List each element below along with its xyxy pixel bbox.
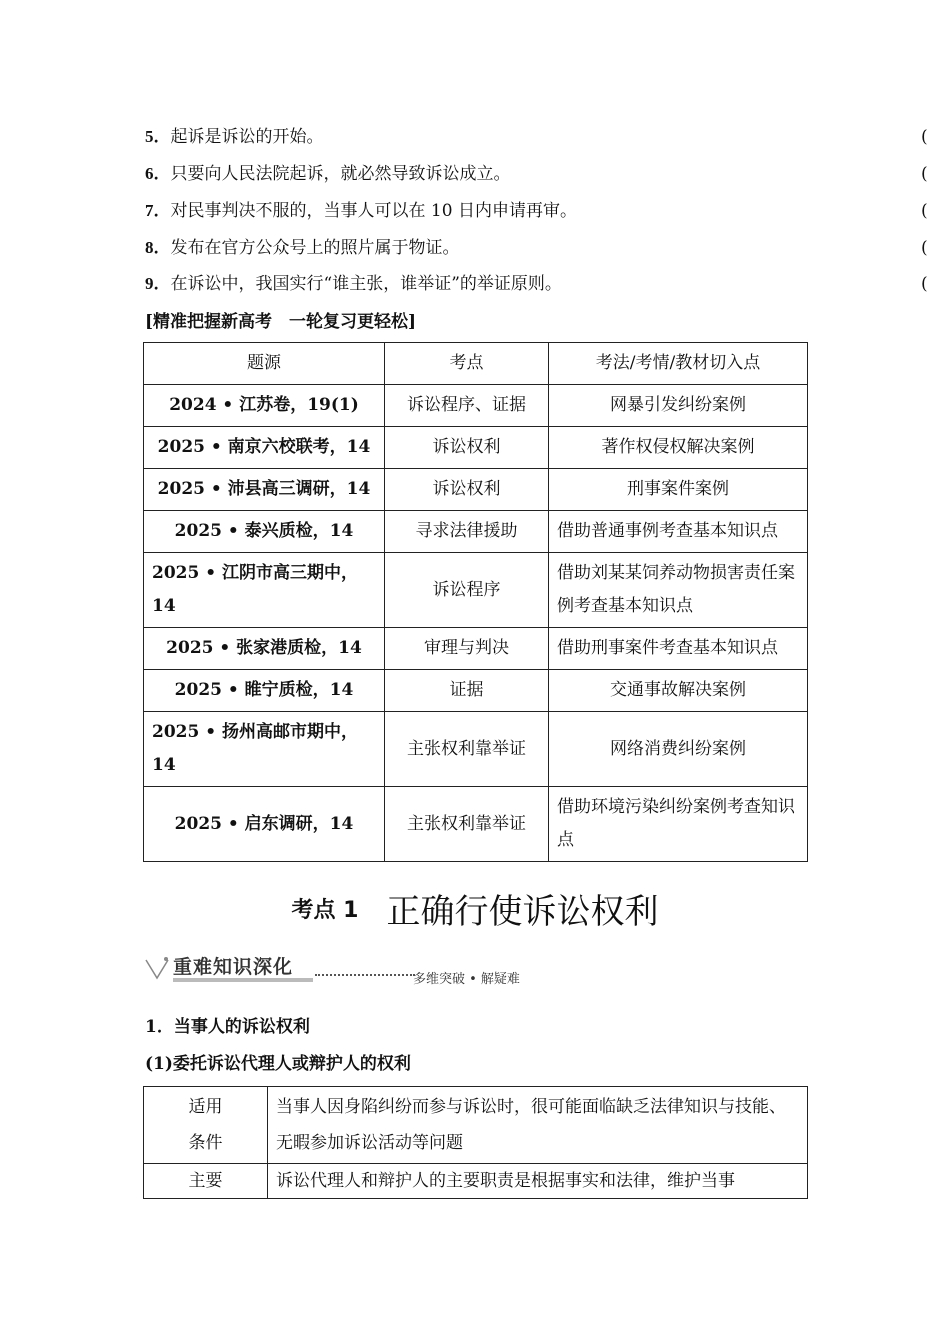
info-table (143, 1086, 808, 1199)
info-key-text: 适用条件 (188, 1097, 223, 1153)
point-cell: 诉讼权利 (385, 427, 549, 469)
question-text: 发布在官方公众号上的照片属于物证。 (170, 238, 460, 258)
topic-title: 正确行使诉讼权利 (386, 892, 659, 932)
banner-dotted-line (315, 974, 415, 976)
table-row (144, 427, 808, 469)
angle-cell: 借助刑事案件考查基本知识点 (549, 628, 808, 670)
info-value: 诉讼代理人和辩护人的主要职责是根据事实和法律，维护当事 (268, 1164, 808, 1199)
point-cell: 主张权利靠举证 (385, 712, 549, 787)
source-cell: 2025 • 南京六校联考，14 (144, 427, 385, 469)
answer-paren: ( (921, 164, 928, 184)
table-header-row (144, 343, 808, 385)
angle-cell: 借助环境污染纠纷案例考查知识点 (549, 787, 808, 862)
table-row (144, 1164, 808, 1199)
table-row (144, 469, 808, 511)
point-cell: 诉讼程序、证据 (385, 385, 549, 427)
point-cell: 证据 (385, 670, 549, 712)
question-5 (145, 122, 950, 152)
source-cell: 2025 • 泰兴质检，14 (144, 511, 385, 553)
table-row (144, 511, 808, 553)
angle-cell: 著作权侵权解决案例 (549, 427, 808, 469)
source-cell: 2025 • 启东调研，14 (144, 787, 385, 862)
source-table (143, 342, 808, 862)
answer-paren: ( (921, 127, 928, 147)
question-number: 5． (145, 127, 171, 146)
question-7 (145, 196, 950, 226)
table-row (144, 1087, 808, 1164)
point-cell: 主张权利靠举证 (385, 787, 549, 862)
source-cell: 2025 • 张家港质检，14 (144, 628, 385, 670)
question-number: 7． (145, 201, 171, 220)
point-cell: 审理与判决 (385, 628, 549, 670)
point-cell: 寻求法律援助 (385, 511, 549, 553)
angle-cell: 借助普通事例考查基本知识点 (549, 511, 808, 553)
angle-cell: 网络消费纠纷案例 (549, 712, 808, 787)
heading-2: (1)委托诉讼代理人或辩护人的权利 (145, 1054, 411, 1074)
source-cell: 2025 • 睢宁质检，14 (144, 670, 385, 712)
angle-cell: 借助刘某某饲养动物损害责任案例考查基本知识点 (549, 553, 808, 628)
col-header-point: 考点 (385, 343, 549, 385)
source-cell: 2025 • 扬州高邮市期中，14 (144, 712, 385, 787)
question-text: 起诉是诉讼的开始。 (170, 127, 324, 147)
question-9 (145, 269, 950, 299)
section-banner (145, 952, 545, 992)
source-cell: 2025 • 江阴市高三期中，14 (144, 553, 385, 628)
table-row (144, 787, 808, 862)
question-text: 对民事判决不服的，当事人可以在 10 日内申请再审。 (170, 201, 577, 221)
question-number: 9． (145, 274, 171, 293)
info-value: 当事人因身陷纠纷而参与诉讼时，很可能面临缺乏法律知识与技能、无暇参加诉讼活动等问题 (268, 1087, 808, 1164)
question-text: 在诉讼中，我国实行“谁主张，谁举证”的举证原则。 (170, 274, 562, 294)
table-row (144, 628, 808, 670)
source-cell: 2024 • 江苏卷，19(1) (144, 385, 385, 427)
question-number: 6． (145, 164, 171, 183)
col-header-angle: 考法/考情/教材切入点 (549, 343, 808, 385)
info-key (144, 1087, 268, 1164)
heading-1: 1．当事人的诉讼权利 (145, 1017, 310, 1037)
info-key: 主要 (144, 1164, 268, 1199)
triangle-marker-icon (145, 956, 171, 982)
table-row (144, 712, 808, 787)
topic-label: 考点 1 (291, 898, 359, 923)
banner-subtitle: 多维突破 • 解疑难 (413, 972, 520, 987)
table-row (144, 553, 808, 628)
question-6 (145, 159, 950, 189)
point-cell: 诉讼权利 (385, 469, 549, 511)
answer-paren: ( (921, 201, 928, 221)
topic-heading (0, 884, 950, 933)
source-cell: 2025 • 沛县高三调研，14 (144, 469, 385, 511)
table-row (144, 670, 808, 712)
answer-paren: ( (921, 238, 928, 258)
section-heading: [精准把握新高考 一轮复习更轻松] (145, 312, 417, 332)
banner-title: 重难知识深化 (173, 956, 294, 978)
table-row (144, 385, 808, 427)
question-number: 8． (145, 238, 171, 257)
angle-cell: 网暴引发纠纷案例 (549, 385, 808, 427)
answer-paren: ( (921, 274, 928, 294)
angle-cell: 刑事案件案例 (549, 469, 808, 511)
question-text: 只要向人民法院起诉，就必然导致诉讼成立。 (170, 164, 511, 184)
angle-cell: 交通事故解决案例 (549, 670, 808, 712)
col-header-source: 题源 (144, 343, 385, 385)
point-cell: 诉讼程序 (385, 553, 549, 628)
question-8 (145, 233, 950, 263)
